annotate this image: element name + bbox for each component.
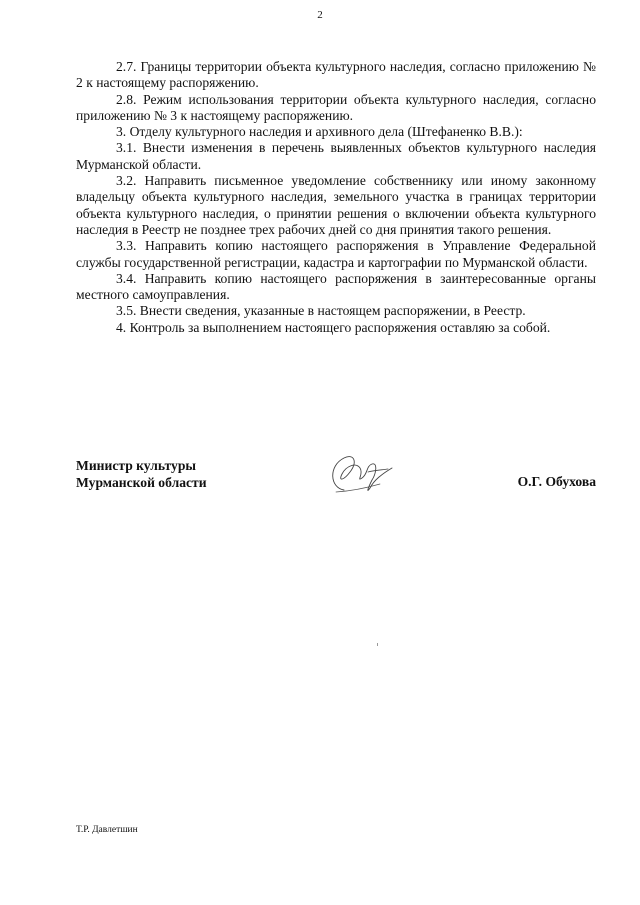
executor-name: Т.Р. Давлетшин [76,825,138,835]
paragraph-3-5: 3.5. Внести сведения, указанные в настоящем распоряжении, в Реестр. [116,303,526,319]
scan-speck [377,643,378,646]
signature-block [76,458,596,508]
signatory-title-line2: Мурманской области [76,474,207,490]
paragraph-3-3: 3.3. Направить копию настоящего распоряжения в Управление Федеральной службы государственной регистрации, кадастра и картографии по Мурманской области. [76,238,596,270]
paragraph-3-2: 3.2. Направить письменное уведомление собственнику или иному законному владельцу объекта культурного наследия, земельного участка в границах территории объекта культурного наследия, о принятии решения о включении объекта культурного наследия в Реестр не позднее трех рабочих дней со дня принятия такого решения. [76,173,596,237]
paragraph-3-1: 3.1. Внести изменения в перечень выявленных объектов культурного наследия Мурманской области. [76,140,596,172]
signatory-name: О.Г. Обухова [517,474,596,489]
paragraph-4: 4. Контроль за выполнением настоящего распоряжения оставляю за собой. [116,319,551,335]
handwritten-signature [322,448,402,498]
paragraph-2-8: 2.8. Режим использования территории объекта культурного наследия, согласно приложению № 3 к настоящему распоряжению. [76,91,596,123]
paragraph-3-4: 3.4. Направить копию настоящего распоряжения в заинтересованные органы местного самоуправления. [76,270,596,303]
signatory-title [76,458,207,491]
paragraph-3: 3. Отделу культурного наследия и архивного дела (Штефаненко В.В.): [116,124,523,140]
paragraph-2-7: 2.7. Границы территории объекта культурного наследия, согласно приложению № 2 к настоящему распоряжению. [76,59,596,91]
signatory-title-line1: Министр культуры [76,458,197,473]
document-body [76,59,596,336]
page-number: 2 [317,9,323,21]
